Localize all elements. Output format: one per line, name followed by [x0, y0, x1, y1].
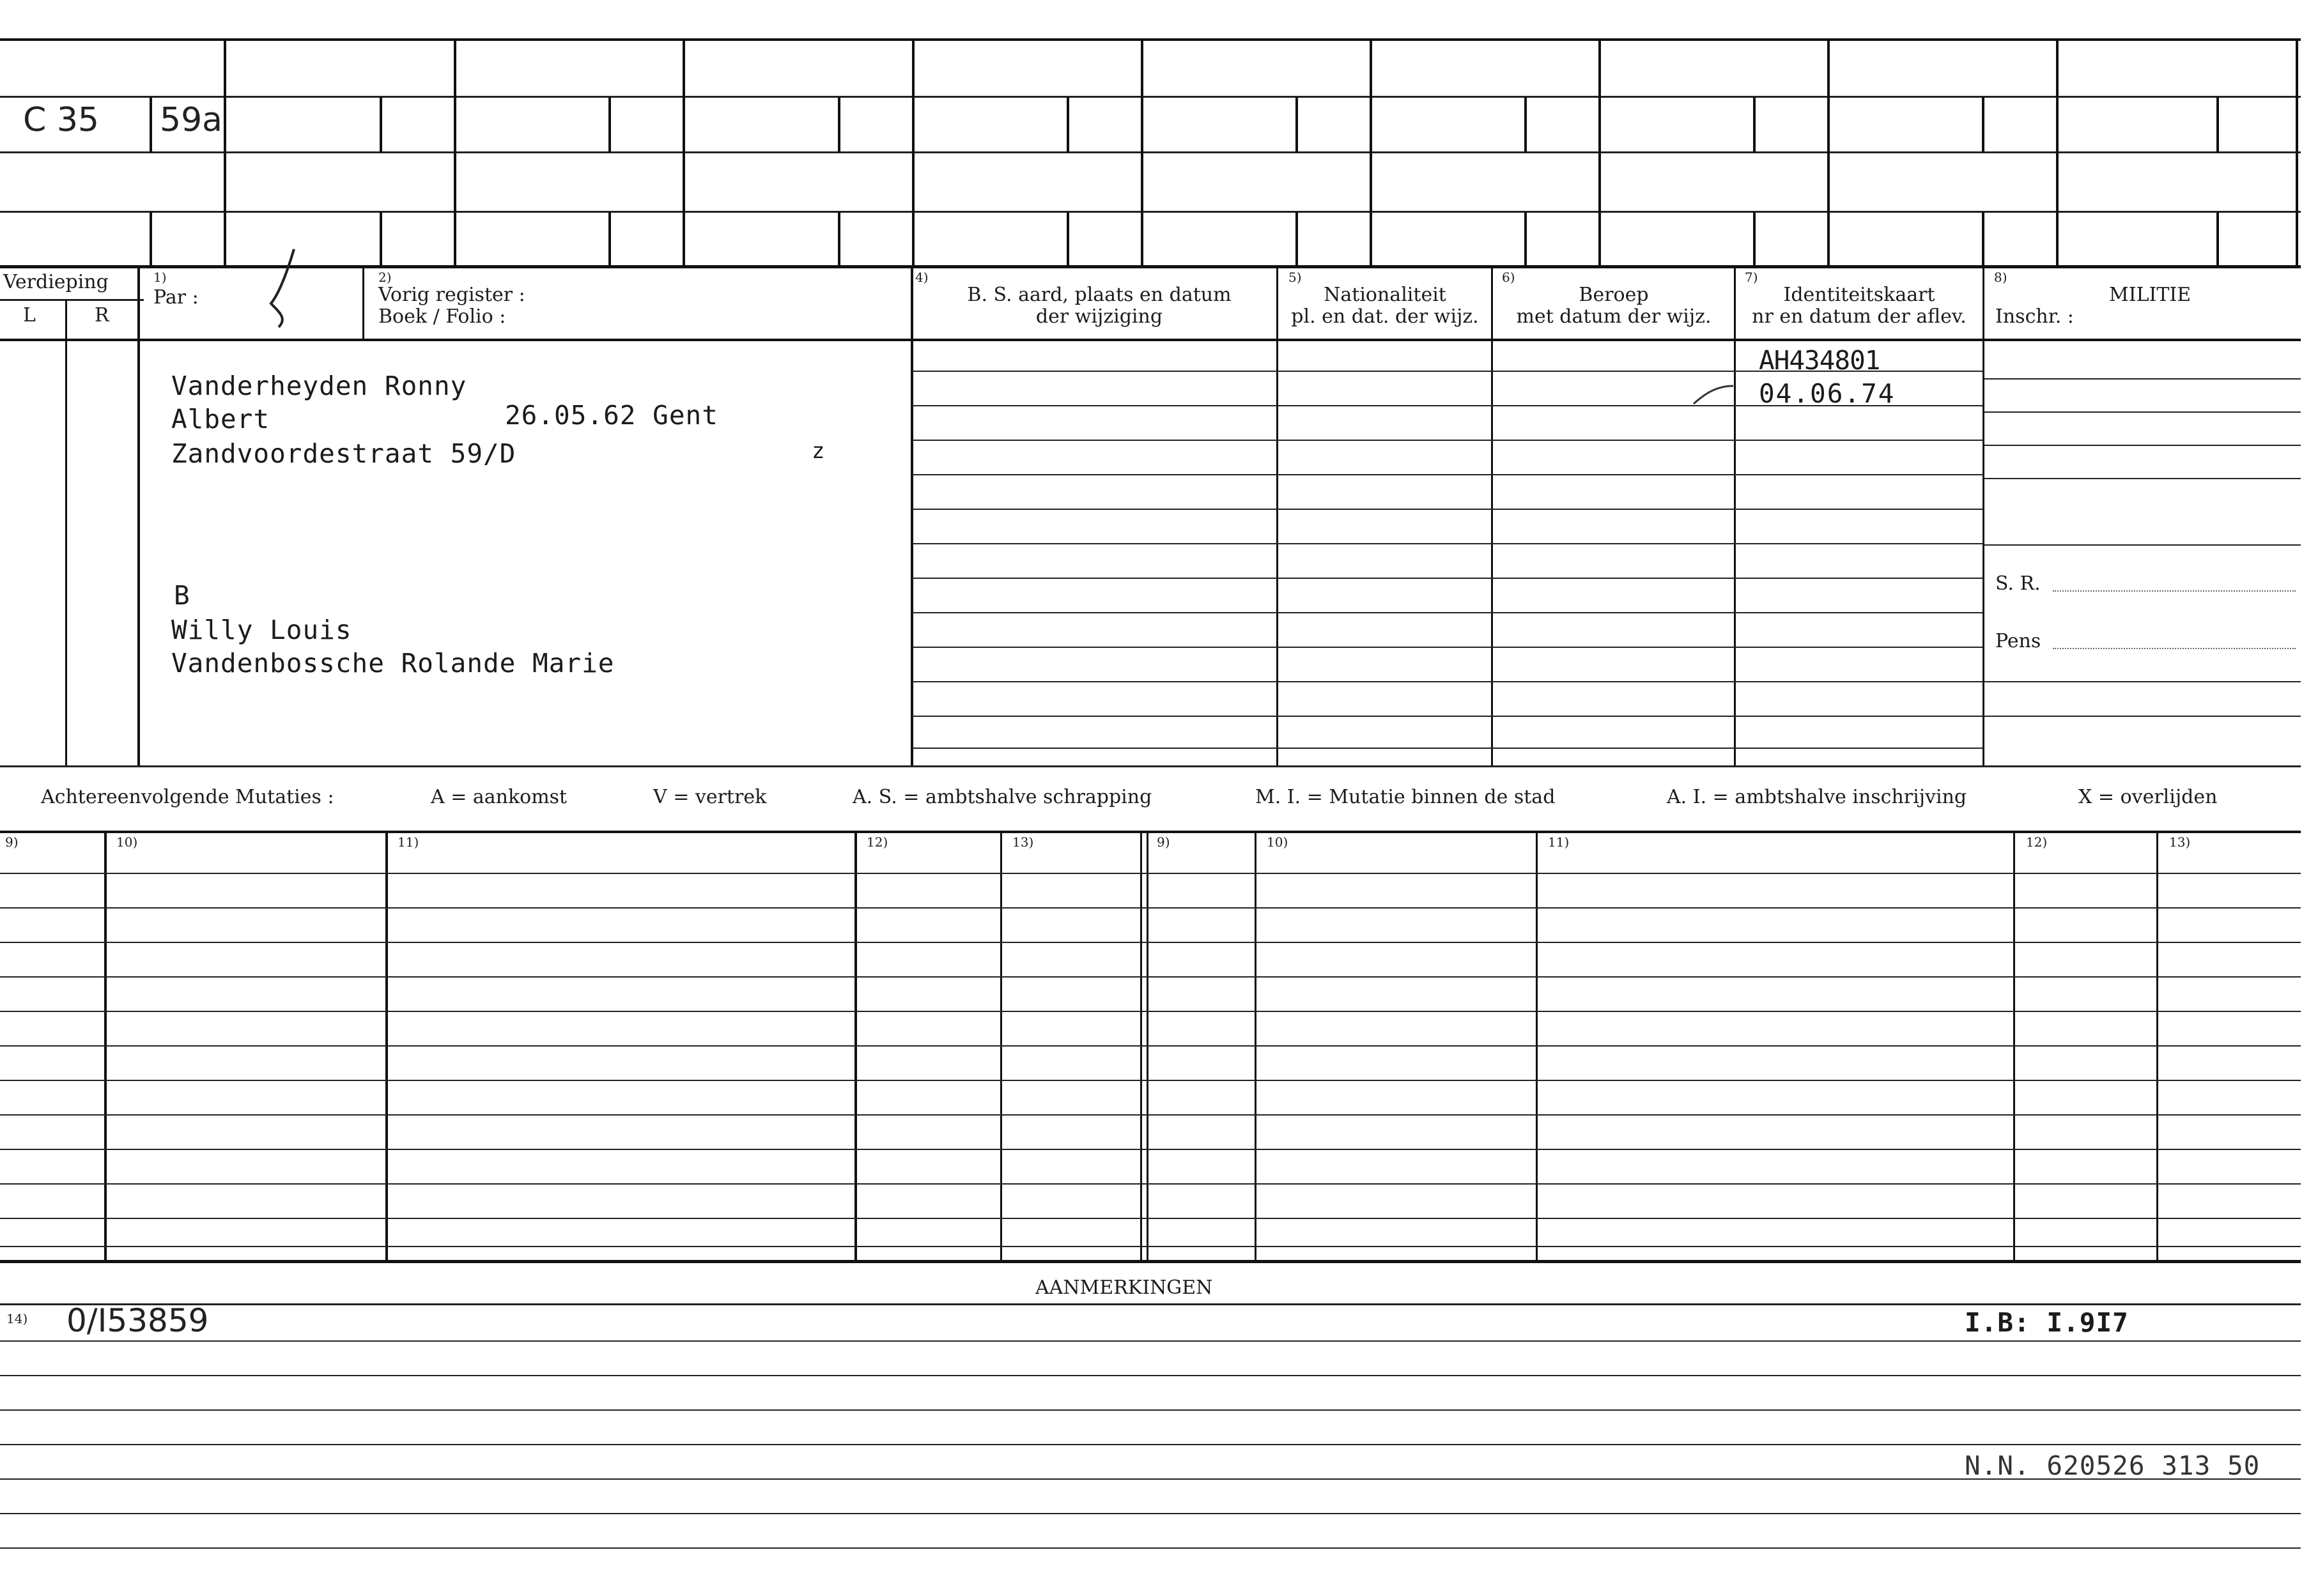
- remarks-reference: 0/I53859: [66, 1302, 209, 1339]
- col5-number: 5): [1288, 270, 1302, 285]
- mutaties-bottom: [0, 1260, 2301, 1263]
- mut-divider: [2156, 833, 2158, 1260]
- inschr-label: Inschr. :: [1995, 305, 2074, 328]
- remarks-line: [0, 1547, 2301, 1549]
- vorig-register-label: Vorig register :: [378, 284, 525, 306]
- remarks-line: [0, 1478, 2301, 1480]
- mut-line: [0, 1218, 2301, 1219]
- remarks-ib: I.B: I.9I7: [1965, 1307, 2129, 1338]
- identity-card-date: 04.06.74: [1759, 378, 1896, 409]
- mut-line: [0, 1183, 2301, 1185]
- mut-line: [0, 1011, 2301, 1012]
- legend-overlijden: X = overlijden: [2078, 786, 2218, 808]
- remarks-line: [0, 1513, 2301, 1514]
- col4-header-line2: der wijziging: [1035, 305, 1163, 328]
- mut-line: [0, 1246, 2301, 1247]
- verdieping-r: R: [95, 304, 109, 326]
- person-name: Vanderheyden Ronny: [171, 371, 467, 401]
- legend-inschrijving: A. I. = ambtshalve inschrijving: [1667, 786, 1967, 808]
- person-birth: 26.05.62 Gent: [505, 400, 718, 431]
- mut-line: [0, 907, 2301, 909]
- mut-divider: [1536, 833, 1538, 1260]
- mut-divider: [854, 833, 857, 1260]
- remarks-line: [0, 1303, 2301, 1305]
- mut-line: [0, 1149, 2301, 1150]
- mut-divider: [1140, 833, 1142, 1260]
- person-marker: z: [812, 438, 826, 464]
- remarks-line: [0, 1444, 2301, 1445]
- mut-col-9-right: 9): [1157, 834, 1170, 850]
- mut-col-10-right: 10): [1267, 834, 1288, 850]
- legend-schrapping: A. S. = ambtshalve schrapping: [853, 786, 1152, 808]
- col6-header-line1: Beroep: [1579, 284, 1649, 306]
- col6-header-line2: met datum der wijz.: [1516, 305, 1712, 328]
- boek-folio-label: Boek / Folio :: [378, 305, 506, 328]
- mutaties-top: [0, 831, 2301, 833]
- col8-number: 8): [1994, 270, 2007, 285]
- section-code: C 35: [23, 101, 100, 139]
- mut-divider: [1147, 833, 1148, 1260]
- mut-divider: [1255, 833, 1256, 1260]
- remarks-title: AANMERKINGEN: [1035, 1277, 1213, 1299]
- legend-mutatie: M. I. = Mutatie binnen de stad: [1255, 786, 1556, 808]
- mut-col-12-right: 12): [2026, 834, 2048, 850]
- father-name: Willy Louis: [171, 615, 352, 645]
- parents-marker: B: [174, 580, 190, 611]
- mut-line: [0, 1114, 2301, 1116]
- mut-line: [0, 873, 2301, 874]
- remarks-line: [0, 1409, 2301, 1411]
- pens-label: Pens: [1995, 630, 2041, 652]
- col4-number: 4): [915, 270, 929, 285]
- mut-col-12: 12): [867, 834, 888, 850]
- mut-col-13-right: 13): [2169, 834, 2191, 850]
- mut-col-9: 9): [5, 834, 19, 850]
- mut-line: [0, 1080, 2301, 1081]
- remarks-line: [0, 1340, 2301, 1342]
- sr-label: S. R.: [1995, 572, 2041, 595]
- col1-number: 1): [153, 270, 167, 285]
- mut-col-11-right: 11): [1548, 834, 1570, 850]
- mutaties-label: Achtereenvolgende Mutaties :: [41, 786, 334, 808]
- col2-number: 2): [378, 270, 392, 285]
- mut-divider: [104, 833, 107, 1260]
- col5-header-line1: Nationaliteit: [1324, 284, 1446, 306]
- mut-divider: [385, 833, 388, 1260]
- identity-card-number: AH434801: [1759, 345, 1880, 376]
- national-number: N.N. 620526 313 50: [1965, 1450, 2261, 1481]
- col7-number: 7): [1745, 270, 1758, 285]
- mut-line: [0, 976, 2301, 978]
- col4-header-line1: B. S. aard, plaats en datum: [967, 284, 1232, 306]
- mut-divider: [2013, 833, 2015, 1260]
- mut-line: [0, 942, 2301, 943]
- legend-aankomst: A = aankomst: [431, 786, 568, 808]
- col6-number: 6): [1502, 270, 1515, 285]
- militie-title: MILITIE: [2109, 284, 2191, 306]
- par-label: Par :: [153, 286, 199, 309]
- house-number: 59a: [160, 101, 223, 139]
- col7-header-line1: Identiteitskaart: [1783, 284, 1935, 306]
- mut-col-13: 13): [1012, 834, 1034, 850]
- mut-col-11: 11): [398, 834, 419, 850]
- remarks-number: 14): [6, 1311, 28, 1326]
- mut-divider: [1000, 833, 1002, 1260]
- legend-vertrek: V = vertrek: [653, 786, 767, 808]
- remarks-line: [0, 1375, 2301, 1376]
- mut-col-10: 10): [116, 834, 138, 850]
- mut-line: [0, 1045, 2301, 1047]
- person-given-name: Albert: [171, 404, 270, 434]
- col5-header-line2: pl. en dat. der wijz.: [1291, 305, 1479, 328]
- person-address: Zandvoordestraat 59/D: [171, 438, 516, 469]
- verdieping-l: L: [23, 304, 36, 326]
- col7-header-line2: nr en datum der aflev.: [1752, 305, 1967, 328]
- mother-name: Vandenbossche Rolande Marie: [171, 648, 615, 679]
- verdieping-label: Verdieping: [3, 271, 109, 293]
